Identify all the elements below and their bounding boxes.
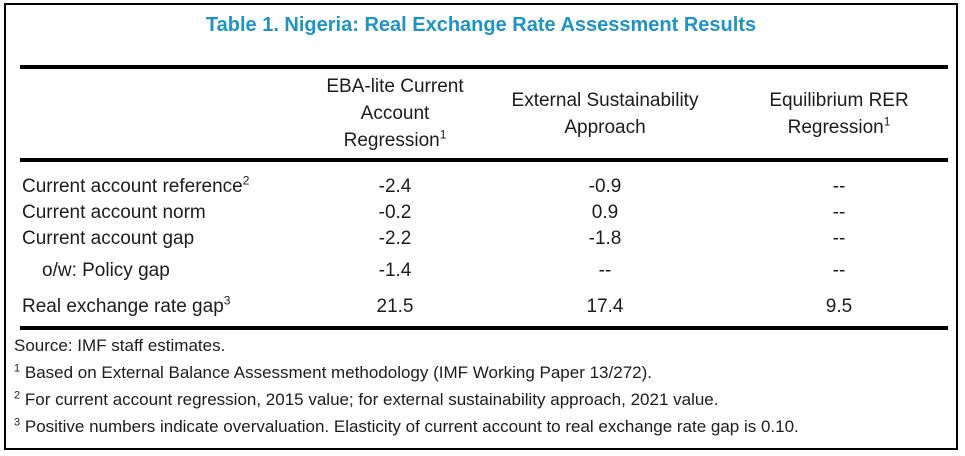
table-title: Table 1. Nigeria: Real Exchange Rate Assessment Results [205, 14, 757, 36]
value-cell: -2.4 [378, 176, 412, 197]
row-label: Real exchange rate gap$^3$ [22, 293, 231, 317]
row-label: Current account norm [22, 202, 206, 223]
label-superscript: 3 [223, 293, 231, 308]
value-cell: 21.5 [376, 296, 414, 317]
header-empty-cell [20, 67, 310, 160]
footnote-1 [14, 363, 956, 383]
table-row [20, 226, 948, 252]
value-cell: -- [598, 260, 612, 281]
footnote-superscript: 2 [14, 389, 21, 402]
column-header-line2: Approach [564, 116, 646, 138]
header-row [20, 67, 948, 160]
row-label: o/w: Policy gap [42, 260, 170, 281]
table-row [20, 160, 948, 200]
footnote-text: Positive numbers indicate overvaluation. Elasticity of current account to real exchange rate gap is 0.10. [24, 417, 799, 436]
value-cell: -- [832, 202, 846, 223]
table-frame [4, 3, 958, 450]
column-header-line1: External Sustainability [511, 89, 699, 111]
column-header-equilibrium-rer [730, 67, 948, 160]
value-cell: -- [832, 260, 846, 281]
column-header-eba-lite [310, 67, 480, 160]
footnote-2 [14, 390, 956, 410]
value-cell: -0.9 [588, 176, 622, 197]
header-superscript: 1 [439, 127, 447, 142]
value-cell: -1.4 [378, 260, 412, 281]
table-row [20, 284, 948, 328]
footnote-text: Based on External Balance Assessment methodology (IMF Working Paper 13/272). [24, 363, 652, 382]
row-label: Current account gap [22, 228, 195, 249]
source-note: Source: IMF staff estimates. [14, 336, 226, 355]
assessment-table [20, 65, 948, 330]
value-cell: 17.4 [586, 296, 624, 317]
footnote-superscript: 1 [14, 362, 21, 375]
table-row [20, 200, 948, 226]
table-row [20, 252, 948, 284]
header-superscript: 1 [883, 114, 891, 129]
column-header-line2: Account Regression$^1$ [343, 103, 447, 151]
column-header-line1: Equilibrium RER [769, 89, 909, 111]
footnote-3 [14, 417, 956, 437]
footnote-text: For current account regression, 2015 value; for external sustainability approach, 2021 value. [24, 390, 719, 409]
value-cell: -- [832, 176, 846, 197]
footnote-superscript: 3 [14, 416, 21, 429]
value-cell: -0.2 [378, 202, 412, 223]
column-header-external-sustainability [480, 67, 730, 160]
value-cell: -1.8 [588, 228, 622, 249]
row-label: Current account reference$^2$ [22, 173, 250, 197]
value-cell: -2.2 [378, 228, 412, 249]
column-header-line2: Regression$^1$ [787, 114, 891, 138]
value-cell: -- [832, 228, 846, 249]
column-header-line1: EBA-lite Current [326, 76, 464, 97]
label-superscript: 2 [242, 173, 250, 188]
value-cell: 9.5 [825, 296, 853, 317]
value-cell: 0.9 [591, 202, 619, 223]
